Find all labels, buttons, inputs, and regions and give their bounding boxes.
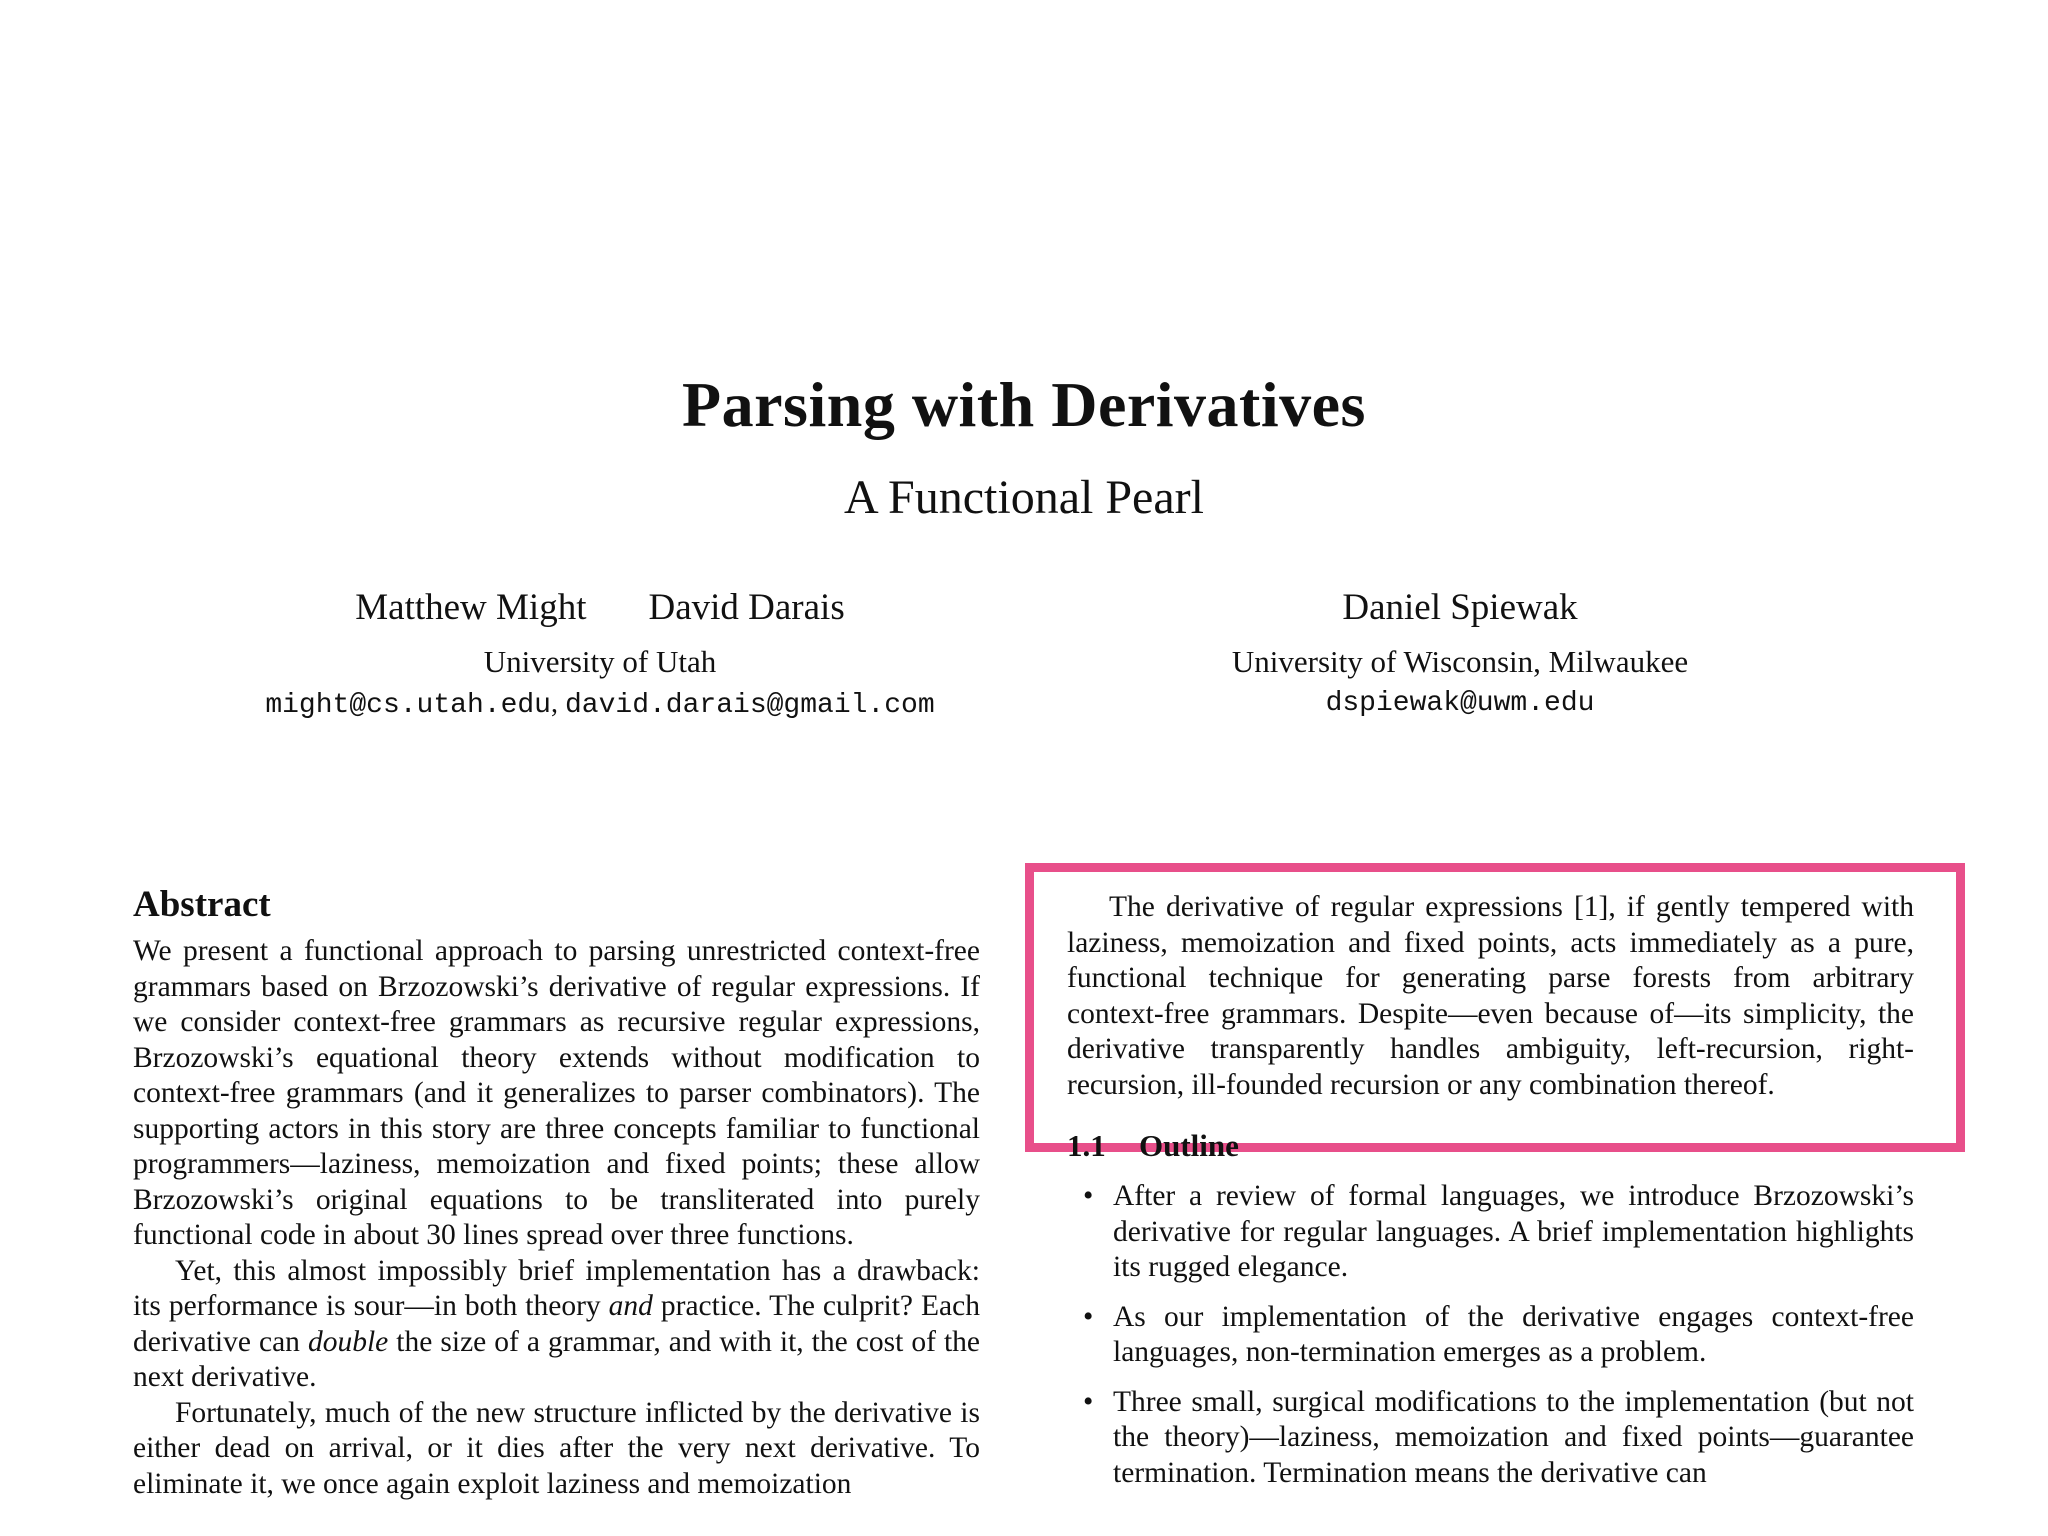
author-affiliation: University of Wisconsin, Milwaukee	[1231, 644, 1689, 679]
author-names-utah	[200, 584, 1000, 632]
list-item-text: As our implementation of the derivative engages context-free languages, non-termination emerges as a problem.	[1113, 1300, 1914, 1368]
list-item	[1067, 1300, 1914, 1371]
author-name: David Darais	[648, 587, 845, 628]
list-item-text: Three small, surgical modifications to the implementation (but not the theory)—laziness, memoization and fixed points—guarantee termination. Termination means the derivative can	[1113, 1385, 1914, 1489]
section-number: 1.1	[1067, 1128, 1106, 1163]
abstract-paragraph: Fortunately, much of the new structure inflicted by the derivative is either dead on arrival, or it dies after the very next derivative. To eliminate it, we once again exploit laziness and memoization	[133, 1396, 980, 1500]
emphasis: and	[608, 1290, 653, 1322]
abstract-paragraph	[133, 1254, 980, 1396]
author-block-utah	[200, 584, 1000, 726]
bullet-icon: •	[1083, 1300, 1094, 1333]
abstract-paragraph: We present a functional approach to parsing unrestricted context-free grammars based on Brzozowski’s derivative of regular expressions. If we consider context-free grammars as recursive regular expressions, Brzozowski’s equational theory extends without modification to context-free grammars (and it generalizes to parser combinators). The supporting actors in this story are three concepts familiar to functional programmers—laziness, memoization and fixed points; these allow Brzozowski’s original equations to be transliterated into purely functional code in about 30 lines spread over three functions.	[133, 935, 980, 1251]
list-item	[1067, 1179, 1914, 1286]
author-affiliation: University of Utah	[483, 644, 717, 679]
author-email[interactable]: might@cs.utah.edu	[265, 690, 551, 721]
section-heading	[1067, 1127, 1914, 1165]
paper-subtitle: A Functional Pearl	[844, 471, 1204, 524]
paper-title: Parsing with Derivatives	[682, 369, 1366, 440]
abstract-heading: Abstract	[133, 884, 271, 925]
author-block-wisconsin	[1160, 584, 1760, 724]
bullet-icon: •	[1083, 1180, 1094, 1212]
list-item-text: After a review of formal languages, we introduce Brzozowski’s derivative for regular languages. A brief implementation highlights its rugged elegance.	[1113, 1180, 1914, 1283]
author-name: Daniel Spiewak	[1342, 587, 1578, 628]
outline-list	[1067, 1179, 1914, 1491]
left-column	[133, 884, 980, 1502]
author-emails	[200, 684, 1000, 726]
text-run: the size of a grammar, and with it, the cost of the next derivative.	[133, 1325, 980, 1393]
bullet-icon: •	[1083, 1385, 1094, 1418]
author-name: Matthew Might	[355, 587, 587, 628]
author-email[interactable]: david.darais@gmail.com	[564, 690, 935, 721]
emphasis: double	[307, 1325, 389, 1358]
author-email[interactable]: dspiewak@uwm.edu	[1325, 688, 1595, 719]
text-run: practice. The culprit? Each derivative can	[133, 1290, 980, 1358]
list-item	[1067, 1385, 1914, 1492]
highlighted-paragraph: The derivative of regular expressions [1], if gently tempered with laziness, memoization and fixed points, acts immediately as a pure, functional technique for generating parse forests from arbitrary context-free grammars. Despite—even because of—its simplicity, the derivative transparently handles ambiguity, left-recursion, right-recursion, ill-founded recursion or any combination thereof.	[1067, 891, 1914, 1101]
right-column	[1067, 890, 1914, 1505]
section-title: Outline	[1139, 1128, 1239, 1163]
email-separator: ,	[550, 688, 565, 719]
text-run: Yet, this almost impossibly brief implementation has a drawback: its performance is sour—in both theory	[133, 1254, 980, 1322]
